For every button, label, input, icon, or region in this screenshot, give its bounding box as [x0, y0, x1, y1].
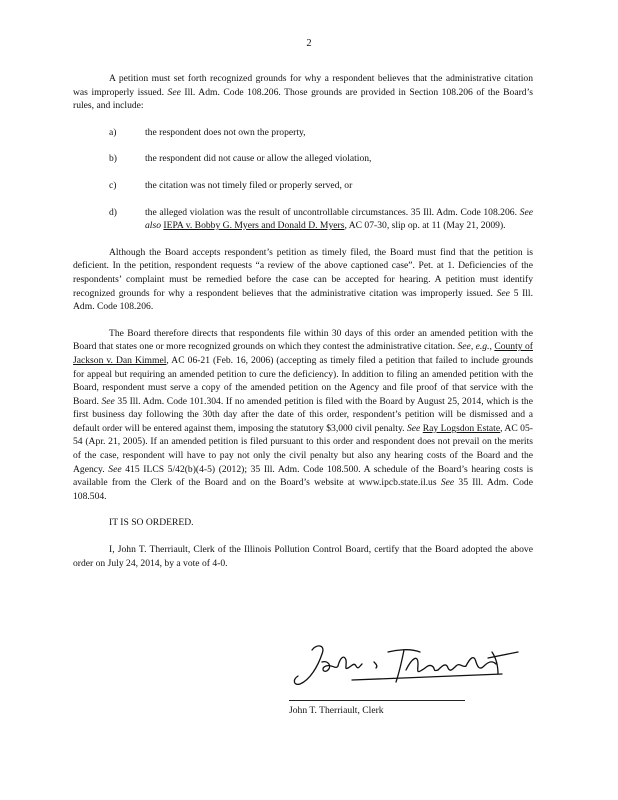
case-citation-myers: IEPA v. Bobby G. Myers and Donald D. Myers: [163, 220, 345, 232]
case-citation-kimmel: County of Jackson v. Dan Kimmel: [73, 341, 533, 366]
see-also-signal: See also: [145, 206, 533, 232]
see-signal: See: [440, 477, 455, 489]
para3-text-3: 35 Ill. Adm. Code 101.304. If no amended petition is filed with the Board by August 25, 2014, which is the first business day following the 30th day after the date of this order, respondent’s petition will be dismissed and a default order will be entered against them, imposing the statutory $3,000 civil penalty.: [73, 395, 533, 434]
list-text: the citation was not timely filed or properly served, or: [145, 179, 353, 191]
clerk-name-title: John T. Therriault, Clerk: [289, 705, 384, 716]
list-item-b: [73, 152, 533, 166]
list-label: c): [109, 179, 117, 191]
para3-text-6: 35 Ill. Adm. Code 108.504.: [73, 477, 533, 502]
see-eg-signal: See, e.g.: [457, 341, 490, 353]
para3-text-2: , AC 06-21 (Feb. 16, 2006) (accepting as timely filed a petition that failed to include grounds for appeal but requiring an amended petition to cure the deficiency). In addition to filing an amended petition with the Board, respondent must serve a copy of the amended petition on the Agency and file proof of that service with the Board.: [73, 354, 533, 407]
see-signal: See: [167, 86, 181, 98]
paragraph-deficiency: [73, 246, 533, 314]
paragraph-directive: [73, 327, 533, 504]
para3-text-1: The Board therefore directs that respondents file within 30 days of this order an amended petition with the Board that states one or more recognized grounds on which they contest the administrative citation.: [73, 327, 533, 353]
list-text: [145, 206, 533, 233]
clerk-certification: I, John T. Therriault, Clerk of the Illinois Pollution Control Board, certify that the Board adopted the above order on July 24, 2014, by a vote of 4-0.: [73, 544, 533, 569]
see-signal: See: [101, 395, 115, 407]
list-d-text-a: the alleged violation was the result of uncontrollable circumstances. 35 Ill. Adm. Code 108.206.: [145, 206, 517, 218]
para2-text-a: Although the Board accepts respondent’s petition as timely filed, the Board must find that the petition is deficient. In the petition, respondent requests “a review of the above captioned case”. Pet. at 1. Deficiencies of the respondents’ complaint must be remedied before the case can be accepted for hearing. A petition must identify recognized grounds for why a respondent believes that the administrative citation was improperly issued.: [73, 246, 533, 299]
list-label: b): [109, 153, 117, 165]
clerk-signature: [292, 640, 522, 692]
list-label: d): [109, 206, 117, 218]
page-number: 2: [306, 38, 312, 49]
list-text: the respondent did not cause or allow the alleged violation,: [145, 153, 372, 165]
list-text: the respondent does not own the property,: [145, 126, 306, 138]
para1-text-a: A petition must set forth recognized grounds for why a respondent believes that the administrative citation was improperly issued.: [73, 73, 533, 98]
para1-text-b: Ill. Adm. Code 108.206. Those grounds are provided in Section 108.206 of the Board’s rules, and include:: [73, 86, 533, 112]
order-body: [73, 72, 533, 570]
para3-text-5: 415 ILCS 5/42(b)(4-5) (2012); 35 Ill. Adm. Code 108.500. A schedule of the Board’s hearing costs is available from the Clerk of the Board and on the Board’s website at www.ipcb.state.il.us: [73, 463, 533, 489]
so-ordered: IT IS SO ORDERED.: [109, 517, 194, 529]
para3-text-4: , AC 05-54 (Apr. 21, 2005). If an amended petition is filed pursuant to this order and respondent does not prevail on the merits of the case, respondent will have to pay not only the civil penalty but also any hearing costs of the Board and the Agency.: [73, 422, 533, 475]
see-signal: See: [496, 287, 510, 299]
para2-text-b: 5 Ill. Adm. Code 108.206.: [73, 287, 533, 313]
signature-line: [289, 700, 465, 701]
list-label: a): [109, 126, 117, 138]
list-item-c: [73, 179, 533, 193]
see-signal: See: [108, 463, 122, 475]
case-citation-logsdon: Ray Logsdon Estate: [422, 422, 501, 434]
list-item-a: [73, 126, 533, 140]
paragraph-petition-requirements: [73, 72, 533, 113]
list-d-text-b: , AC 07-30, slip op. at 11 (May 21, 2009).: [344, 220, 506, 232]
list-item-d: [73, 206, 533, 233]
para3-comma: ,: [489, 341, 492, 353]
see-signal: See: [406, 422, 421, 434]
